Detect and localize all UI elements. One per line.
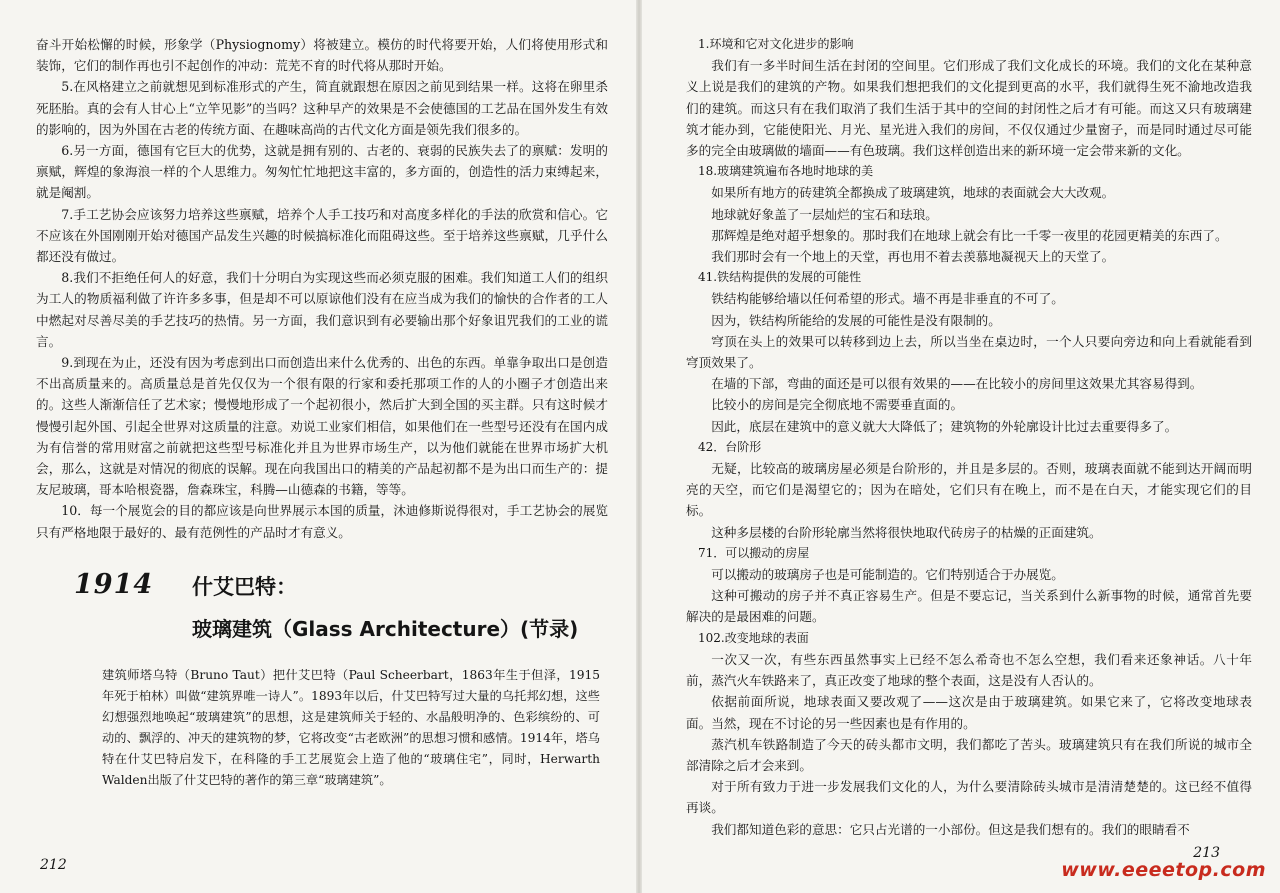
page-number-left: 212 — [40, 857, 67, 873]
watermark: www.eeeetop.com — [1061, 859, 1266, 881]
chapter-year: 1914 — [74, 568, 154, 600]
page-number-right: 213 — [1193, 845, 1220, 861]
section-heading: 42．台阶形 — [698, 439, 762, 454]
section-heading: 102.改变地球的表面 — [698, 630, 809, 645]
left-paragraph: 9.到现在为止，还没有因为考虑到出口而创造出来什么优秀的、出色的东西。单靠争取出口是创造不出高质量来的。高质量总是首先仅仅为一个很有限的行家和委托那项工作的人的小圈子才创造出来的。这些人渐渐信任了艺术家；慢慢地形成了一个起初很小，然后扩大到全国的买主群。只有这时候才慢慢引起外国、引起全世界对这质量的注意。劝说工业家们相信，如果他们在一些型号还没有在国内成为有信誉的常用财富之前就把这些型号标准化并且为世界市场生产，以为他们就能在世界市场扩大机会，那么，这就是对情况的彻底的误解。现在向我国出口的精美的产品起初都不是为出口而生产的：提友尼玻璃，哥本哈根瓷器，詹森珠宝，科腾—山德森的书籍，等等。 — [36, 355, 608, 498]
left-paragraph: 10．每一个展览会的目的都应该是向世界展示本国的质量，沐迪修斯说得很对，手工艺协会的展览只有严格地限于最好的、最有范例性的产品时才有意义。 — [36, 503, 608, 540]
right-paragraph: 蒸汽机车铁路制造了今天的砖头都市文明，我们都吃了苦头。玻璃建筑只有在我们所说的城市全部清除之后才会来到。 — [686, 736, 1252, 773]
right-paragraph: 对于所有致力于进一步发展我们文化的人，为什么要清除砖头城市是清清楚楚的。这已经不值得再谈。 — [686, 779, 1252, 816]
section-heading: 41.铁结构提供的发展的可能性 — [698, 270, 862, 285]
left-paragraph: 5.在风格建立之前就想见到标准形式的产生，简直就跟想在原因之前见到结果一样。这将在卵里杀死胚胎。真的会有人甘心上“立竿见影”的当吗？这种早产的效果是不会使德国的工艺品在国外发生有效的影响的，因为外国在古老的传统方面、在趣味高尚的古代文化方面是领先我们很多的。 — [36, 79, 608, 137]
section-heading: 71．可以搬动的房屋 — [698, 545, 810, 560]
right-paragraph: 我们都知道色彩的意思：它只占光谱的一小部份。但这是我们想有的。我们的眼睛看不 — [711, 821, 1190, 837]
chapter-heading — [36, 569, 608, 647]
right-paragraph: 我们那时会有一个地上的天堂，再也用不着去羡慕地凝视天上的天堂了。 — [711, 249, 1115, 265]
right-paragraph: 依据前面所说，地球表面又要改观了——这次是由于玻璃建筑。如果它来了，它将改变地球表面。当然，现在不讨论的另一些因素也是有作用的。 — [686, 694, 1252, 731]
right-paragraph: 我们有一多半时间生活在封闭的空间里。它们形成了我们文化成长的环境。我们的文化在某种意义上说是我们的建筑的产物。如果我们想把我们的文化提到更高的水平，我们就得生死不渝地改造我们的建筑。而这只有在我们取消了我们生活于其中的空间的封闭性之后才有可能。而这又只有玻璃建筑才能办到，它能使阳光、月光、星光进入我们的房间，不仅仅通过少量窗子，而是同时通过尽可能多的完全由玻璃做的墙面——有色玻璃。我们这样创造出来的新环境一定会带来新的文化。 — [686, 58, 1252, 159]
chapter-intro: 建筑师塔乌特（Bruno Taut）把什艾巴特（Paul Scheerbart，1863年生于但泽，1915年死于柏林）叫做“建筑界唯一诗人”。1893年以后，什艾巴特写过大量的乌托邦幻想，这些幻想强烈地唤起“玻璃建筑”的思想，这是建筑师关于轻的、水晶般明净的、色彩缤纷的、可动的、飘浮的、冲天的建筑物的梦，它将改变“古老欧洲”的思想习惯和感情。1914年，塔乌特在什艾巴特启发下，在科隆的手工艺展览会上造了他的“玻璃住宅”，同时，Herwarth Walden出版了什艾巴特的著作的第三章“玻璃建筑”。 — [102, 667, 600, 787]
right-paragraph: 比较小的房间是完全彻底地不需要垂直面的。 — [711, 397, 964, 413]
section-heading: 1.环境和它对文化进步的影响 — [698, 37, 854, 51]
chapter-title: 玻璃建筑（Glass Architecture）(节录) — [192, 616, 579, 641]
left-paragraph: 奋斗开始松懈的时候，形象学（Physiognomy）将被建立。模仿的时代将要开始，人们将使用形式和装饰，它们的制作再也引不起创作的冲动：荒芜不育的时代将从那时开始。 — [36, 37, 608, 74]
right-paragraph: 铁结构能够给墙以任何希望的形式。墙不再是非垂直的不可了。 — [711, 291, 1064, 307]
right-body-text — [686, 34, 1252, 840]
right-paragraph: 地球就好象盖了一层灿烂的宝石和珐琅。 — [711, 206, 938, 222]
left-body-text — [36, 34, 608, 543]
left-paragraph: 7.手工艺协会应该努力培养这些禀赋，培养个人手工技巧和对高度多样化的手法的欣赏和信心。它不应该在外国刚刚开始对德国产品发生兴趣的时候搞标准化而阻碍这些。至于培养这些禀赋，几乎什么都还没有做过。 — [36, 206, 608, 265]
right-paragraph: 因此，底层在建筑中的意义就大大降低了；建筑物的外轮廓设计比过去重要得多了。 — [711, 418, 1178, 434]
left-paragraph: 6.另一方面，德国有它巨大的优势，这就是拥有别的、古老的、衰弱的民族失去了的禀赋：发明的禀赋，辉煌的象海浪一样的个人思维力。匆匆忙忙地把这丰富的，多方面的，创造性的活力束缚起来，就是阉割。 — [36, 143, 608, 201]
right-paragraph: 在墙的下部，弯曲的面还是可以很有效果的——在比较小的房间里这效果尤其容易得到。 — [711, 376, 1203, 392]
section-heading: 18.玻璃建筑遍布各地时地球的美 — [698, 164, 874, 179]
chapter-author: 什艾巴特： — [192, 574, 297, 599]
right-paragraph: 如果所有地方的砖建筑全都换成了玻璃建筑，地球的表面就会大大改观。 — [711, 185, 1115, 201]
right-paragraph: 那辉煌是绝对超乎想象的。那时我们在地球上就会有比一千零一夜里的花园更精美的东西了。 — [711, 227, 1228, 243]
right-page — [642, 0, 1280, 893]
left-paragraph: 8.我们不拒绝任何人的好意，我们十分明白为实现这些而必须克服的困难。我们知道工人们的组织为工人的物质福利做了许许多多事，但是却不可以原谅他们没有在应当成为我们的愉快的合作者的工人中燃起对尽善尽美的手艺技巧的热情。另一方面，我们意识到有必要输出那个好象诅咒我们的工业的谎言。 — [36, 270, 608, 349]
right-paragraph: 无疑，比较高的玻璃房屋必须是台阶形的，并且是多层的。否则，玻璃表面就不能到达开阔而明亮的天空，而它们是渴望它的；因为在暗处，它们只有在晚上，而不是在白天，才能实现它们的目标。 — [686, 461, 1252, 519]
right-paragraph: 这种多层楼的台阶形轮廓当然将很快地取代砖房子的枯燥的正面建筑。 — [711, 524, 1102, 540]
right-paragraph: 一次又一次，有些东西虽然事实上已经不怎么希奇也不怎么空想，我们看来还象神话。八十年前，蒸汽火车铁路来了，真正改变了地球的整个表面，这是没有人否认的。 — [686, 651, 1252, 689]
right-paragraph: 可以搬动的玻璃房子也是可能制造的。它们特别适合于办展览。 — [711, 567, 1064, 583]
right-paragraph: 穹顶在头上的效果可以转移到边上去，所以当坐在桌边时，一个人只要向旁边和向上看就能看到穹顶效果了。 — [686, 333, 1252, 371]
right-paragraph: 这种可搬动的房子并不真正容易生产。但是不要忘记，当关系到什么新事物的时候，通常首先要解决的是最困难的问题。 — [686, 588, 1252, 625]
right-paragraph: 因为，铁结构所能给的发展的可能性是没有限制的。 — [711, 312, 1001, 328]
